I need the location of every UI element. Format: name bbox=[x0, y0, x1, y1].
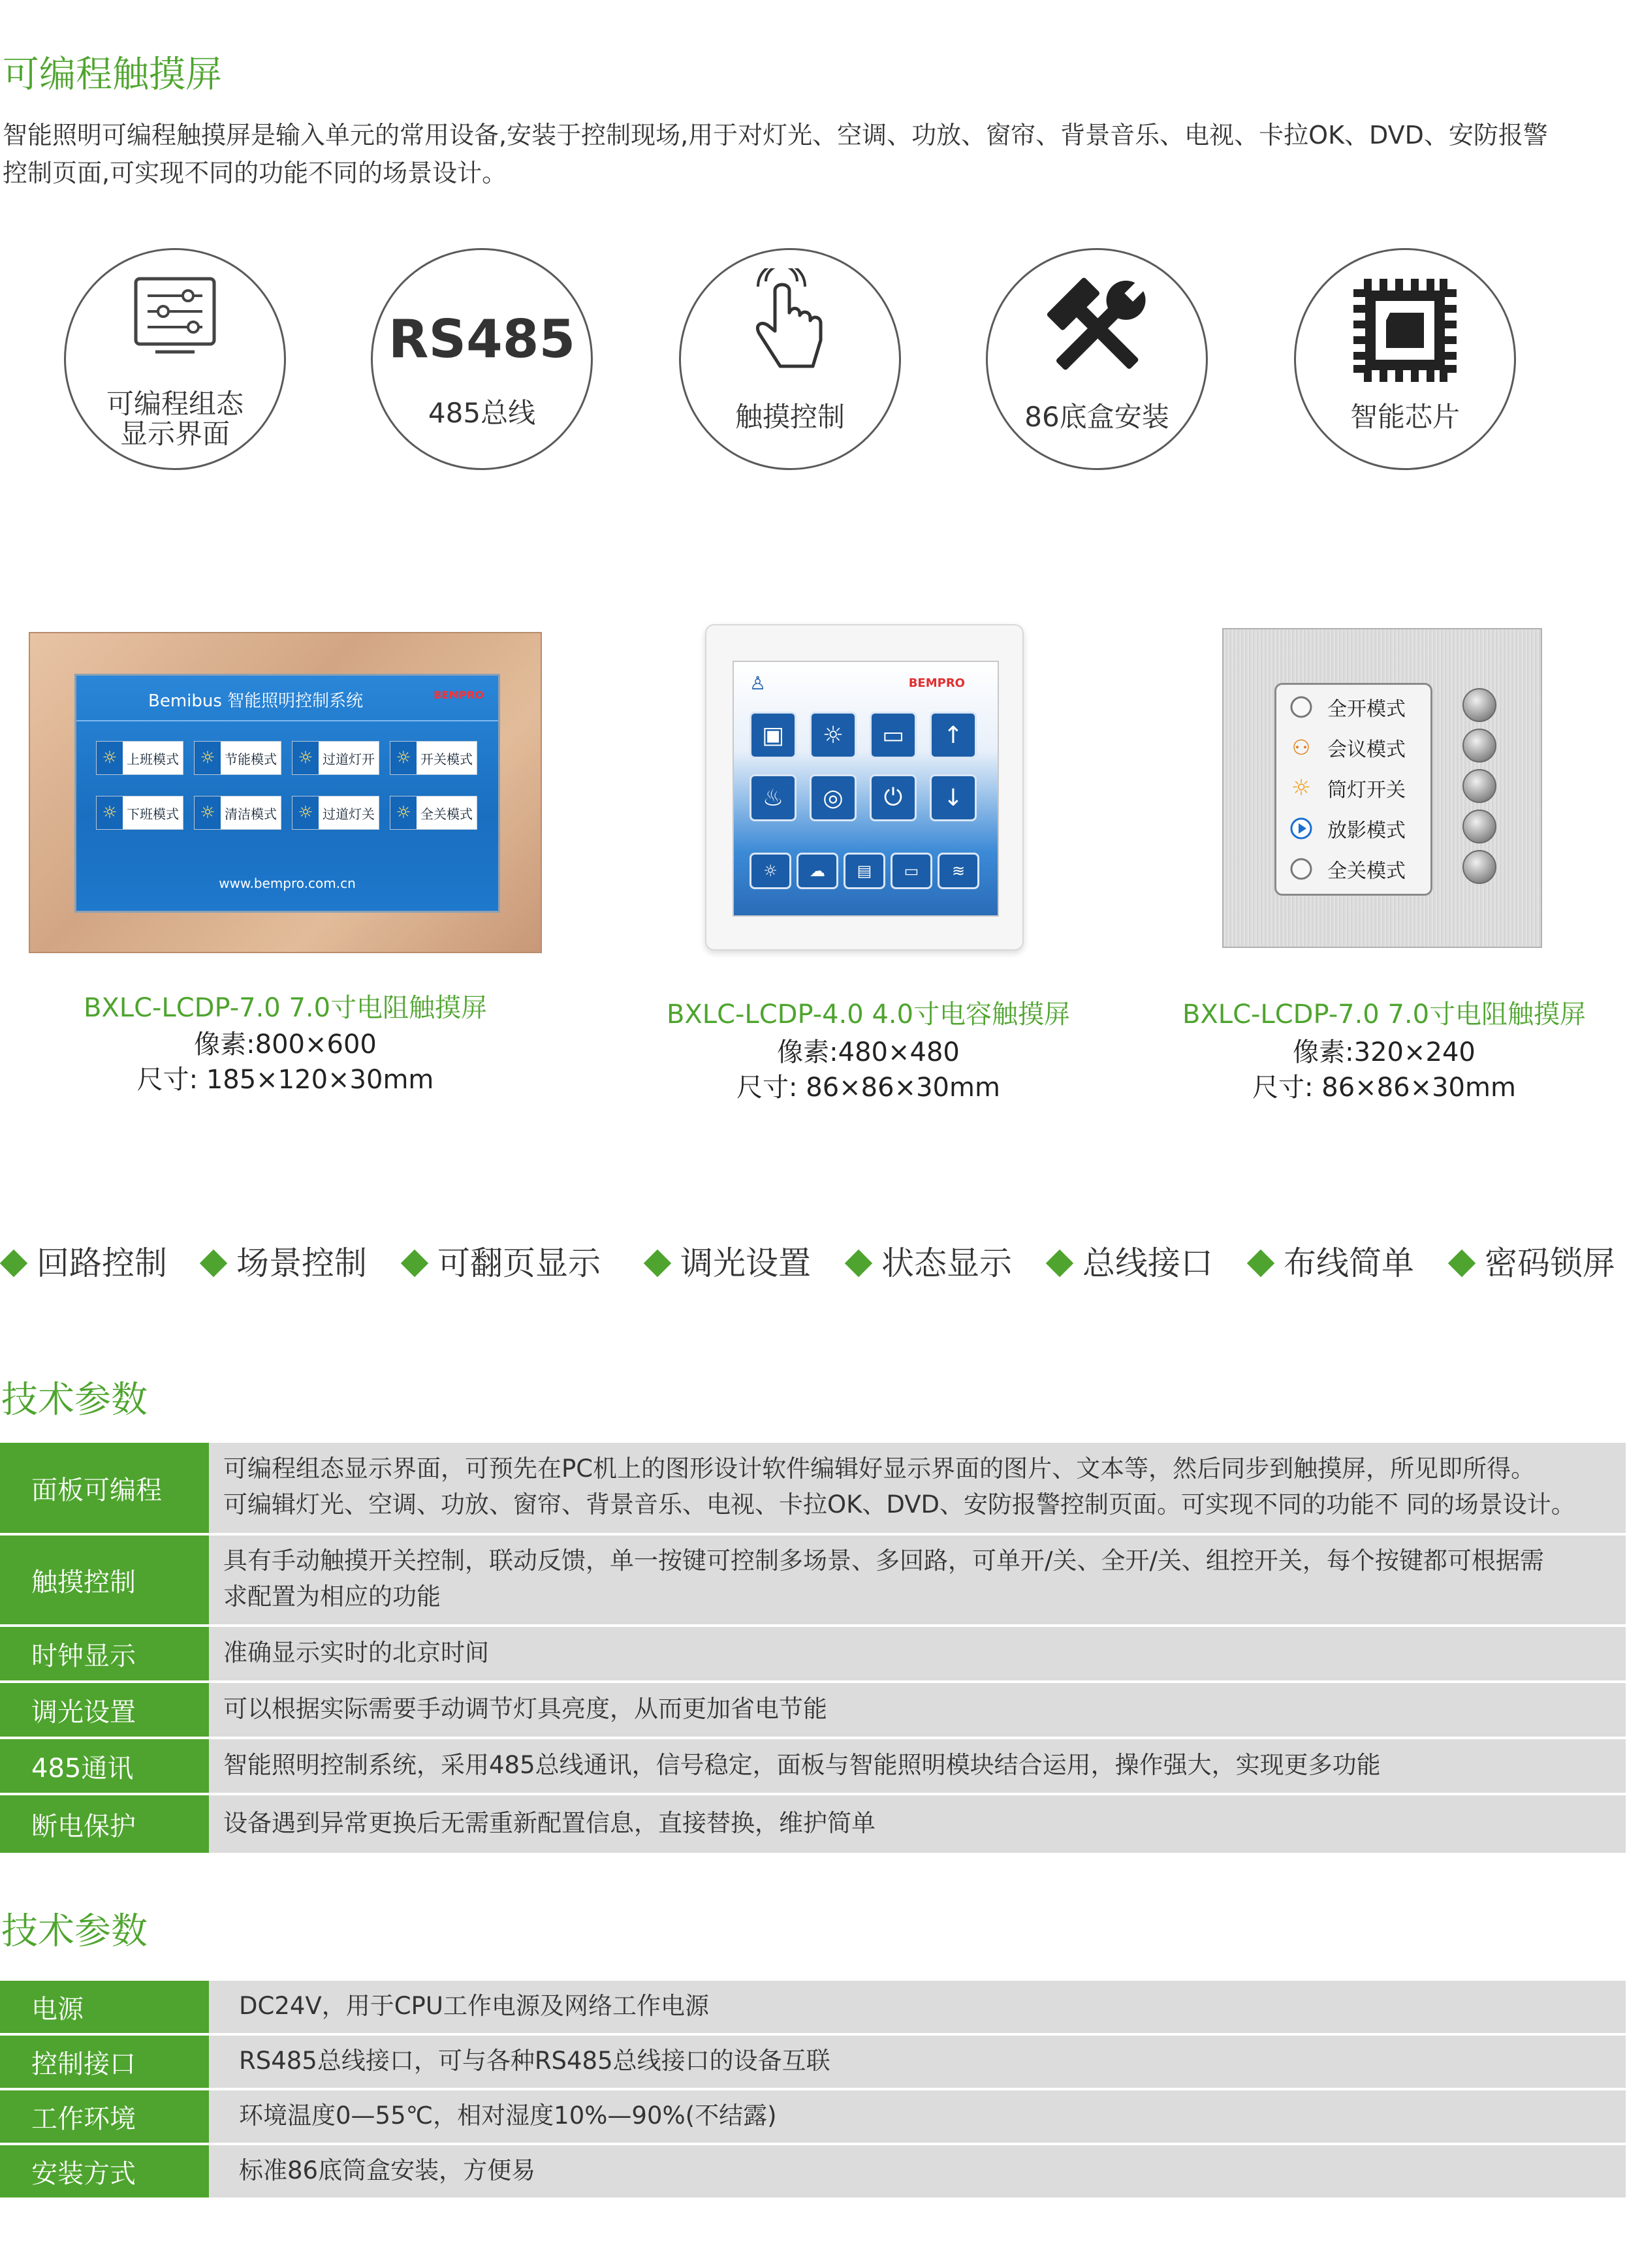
feature-label: 86底盒安装 bbox=[1024, 401, 1169, 433]
feature-chip bbox=[1294, 248, 1516, 470]
tools-icon bbox=[1032, 276, 1162, 383]
sun-icon: ☼ bbox=[292, 796, 319, 829]
keypad-button[interactable] bbox=[1462, 810, 1496, 843]
keypad-button[interactable] bbox=[1462, 850, 1496, 884]
table-row bbox=[0, 2036, 1626, 2090]
bullet-item: 布线简单 bbox=[1251, 1240, 1414, 1286]
keypad-button[interactable] bbox=[1462, 729, 1496, 763]
feature-rs485 bbox=[371, 248, 593, 470]
rs485-logo: RS485 bbox=[388, 309, 576, 370]
scene-button[interactable]: ☼ 下班模式 bbox=[96, 796, 183, 830]
scene-button[interactable]: ☼ 开关模式 bbox=[390, 741, 477, 775]
diamond-icon bbox=[401, 1249, 428, 1276]
table-row bbox=[0, 1683, 1626, 1739]
chip-icon bbox=[1350, 275, 1460, 388]
sun-icon: ☼ bbox=[390, 796, 417, 829]
product-name: BXLC-LCDP-4.0 4.0寸电容触摸屏 bbox=[666, 1000, 1071, 1030]
table-row bbox=[0, 1981, 1626, 2036]
down-arrow-icon[interactable]: ↓ bbox=[930, 774, 977, 821]
table-row bbox=[0, 1795, 1626, 1855]
sun-icon: ☼ bbox=[1291, 775, 1312, 801]
keypad-button[interactable] bbox=[1462, 688, 1496, 722]
screen-title: Bemibus 智能照明控制系统 bbox=[148, 691, 364, 711]
row-key: 调光设置 bbox=[0, 1683, 209, 1737]
diamond-icon bbox=[1046, 1249, 1073, 1276]
meeting-icon: ⚇ bbox=[1291, 735, 1311, 760]
row-value: 环境温度0—55℃，相对湿度10%—90%(不结露) bbox=[239, 2101, 777, 2130]
tech-params-table-2 bbox=[0, 1981, 1626, 2200]
product-4inch-panel bbox=[705, 624, 1024, 951]
row-key: 安装方式 bbox=[0, 2145, 209, 2197]
keypad-button[interactable] bbox=[1462, 769, 1496, 803]
row-value: 可编程组态显示界面，可预先在PC机上的图形设计软件编辑好显示界面的图片、文本等，然后同步到触摸屏，所见即所得。 可编辑灯光、空调、功放、窗帘、背景音乐、电视、卡拉OK、DVD、安防报警控制页面。可实现不同的功能不 同的场景设计。 bbox=[223, 1455, 1575, 1519]
table-row bbox=[0, 1443, 1626, 1536]
feature-bullet-list bbox=[0, 1240, 1642, 1286]
brand-logo: BEMPRO bbox=[908, 676, 965, 690]
intro-line-1: 智能照明可编程触摸屏是输入单元的常用设备,安装于控制现场,用于对灯光、空调、功放、窗帘、背景音乐、电视、卡拉OK、DVD、安防报警 bbox=[3, 121, 1548, 150]
tech-params-title-2: 技术参数 bbox=[1, 1910, 148, 1953]
sun-icon: ☼ bbox=[195, 796, 221, 829]
play-icon bbox=[1288, 815, 1314, 842]
sun-icon: ☼ bbox=[292, 742, 319, 774]
row-key: 工作环境 bbox=[0, 2090, 209, 2143]
table-row bbox=[0, 1536, 1626, 1627]
bullet-item: 调光设置 bbox=[648, 1240, 811, 1286]
keypad-row: 全开模式 bbox=[1276, 687, 1430, 727]
sun-icon: ☼ bbox=[390, 742, 417, 774]
bullet-item: 密码锁屏 bbox=[1452, 1240, 1615, 1286]
intro-line-2: 控制页面,可实现不同的功能不同的场景设计。 bbox=[3, 159, 507, 187]
intro-text bbox=[3, 116, 1635, 192]
tile-button[interactable]: ☼ bbox=[750, 853, 791, 889]
sun-icon: ☼ bbox=[195, 742, 221, 774]
up-arrow-icon[interactable]: ↑ bbox=[930, 712, 977, 759]
product-pixels: 像素:480×480 bbox=[777, 1037, 960, 1067]
diamond-icon bbox=[644, 1249, 671, 1276]
diamond-icon bbox=[0, 1249, 27, 1276]
brand-logo: BEMPRO bbox=[434, 689, 484, 701]
product-keypad-panel bbox=[1222, 628, 1542, 948]
screen-4inch bbox=[733, 661, 999, 917]
bullet-item: 总线接口 bbox=[1050, 1240, 1213, 1286]
product-name: BXLC-LCDP-7.0 7.0寸电阻触摸屏 bbox=[1182, 1000, 1587, 1030]
scene-button[interactable]: ☼ 节能模式 bbox=[194, 741, 281, 775]
scene-button[interactable]: ☼ 全关模式 bbox=[390, 796, 477, 830]
diamond-icon bbox=[845, 1249, 872, 1276]
row-value: 可以根据实际需要手动调节灯具亮度，从而更加省电节能 bbox=[223, 1694, 827, 1723]
scene-button[interactable]: ☼ 上班模式 bbox=[96, 741, 183, 775]
sliders-icon bbox=[123, 275, 227, 369]
tile-button[interactable]: ▭ bbox=[891, 853, 932, 889]
row-key: 时钟显示 bbox=[0, 1627, 209, 1680]
row-key: 电源 bbox=[0, 1981, 209, 2033]
row-value: DC24V，用于CPU工作电源及网络工作电源 bbox=[239, 1991, 709, 2020]
product-pixels: 像素:320×240 bbox=[1293, 1037, 1476, 1067]
tile-button[interactable]: ≋ bbox=[938, 853, 979, 889]
diamond-icon bbox=[200, 1249, 227, 1276]
hand-touch-icon bbox=[734, 268, 845, 388]
bullet-item: 场景控制 bbox=[204, 1240, 367, 1286]
feature-label: 触摸控制 bbox=[734, 401, 845, 433]
feature-install bbox=[986, 248, 1208, 470]
screen-7inch bbox=[74, 674, 500, 913]
tile-button[interactable]: ♨ bbox=[750, 774, 797, 821]
keypad-label-window bbox=[1274, 683, 1432, 896]
feature-label: 智能芯片 bbox=[1350, 401, 1460, 433]
scene-button[interactable]: ☼ 过道灯关 bbox=[292, 796, 379, 830]
table-row bbox=[0, 1739, 1626, 1795]
product-pixels: 像素:800×600 bbox=[194, 1030, 377, 1060]
keypad-row: ☼ 筒灯开关 bbox=[1276, 768, 1430, 808]
table-row bbox=[0, 2145, 1626, 2200]
row-value: 智能照明控制系统，采用485总线通讯，信号稳定，面板与智能照明模块结合运用，操作强大，实现更多功能 bbox=[223, 1750, 1381, 1779]
row-key: 面板可编程 bbox=[0, 1443, 209, 1533]
diamond-icon bbox=[1247, 1249, 1274, 1276]
row-key: 控制接口 bbox=[0, 2036, 209, 2088]
feature-programmable bbox=[64, 248, 286, 470]
tech-params-table bbox=[0, 1443, 1626, 1855]
product-size: 尺寸: 86×86×30mm bbox=[1252, 1073, 1516, 1103]
tile-button[interactable]: ▭ bbox=[870, 712, 917, 759]
screen-url: www.bempro.com.cn bbox=[219, 875, 356, 891]
feature-touch bbox=[679, 248, 901, 470]
keypad-row: 放影模式 bbox=[1276, 809, 1430, 848]
table-row bbox=[0, 2090, 1626, 2145]
row-value: 设备遇到异常更换后无需重新配置信息，直接替换，维护简单 bbox=[223, 1808, 876, 1837]
feature-label: 485总线 bbox=[428, 397, 536, 429]
product-size: 尺寸: 185×120×30mm bbox=[136, 1065, 434, 1095]
tile-button[interactable]: ◎ bbox=[810, 774, 857, 821]
keypad-row: ⚇ 会议模式 bbox=[1276, 728, 1430, 767]
row-key: 触摸控制 bbox=[0, 1536, 209, 1624]
feature-label: 可编程组态 bbox=[106, 388, 244, 420]
circle-icon bbox=[1288, 694, 1314, 720]
row-value: 标准86底筒盒安装，方便易 bbox=[239, 2156, 536, 2184]
tile-button[interactable]: ▤ bbox=[844, 853, 885, 889]
product-7inch-panel bbox=[29, 632, 542, 953]
lamp-icon: ♙ bbox=[750, 672, 766, 694]
feature-label-2: 显示界面 bbox=[119, 418, 230, 450]
row-key: 485通讯 bbox=[0, 1739, 209, 1793]
bullet-item: 可翻页显示 bbox=[405, 1240, 601, 1286]
row-value: RS485总线接口，可与各种RS485总线接口的设备互联 bbox=[239, 2046, 830, 2075]
tile-button[interactable]: ▣ bbox=[750, 712, 797, 759]
row-value: 准确显示实时的北京时间 bbox=[223, 1638, 489, 1667]
tech-params-title: 技术参数 bbox=[1, 1379, 148, 1421]
sun-icon: ☼ bbox=[97, 742, 123, 774]
bullet-item: 状态显示 bbox=[849, 1240, 1012, 1286]
bullet-item: 回路控制 bbox=[4, 1240, 167, 1286]
tile-button[interactable]: ☼ bbox=[810, 712, 857, 759]
power-icon[interactable]: ⏻ bbox=[870, 774, 917, 821]
row-key: 断电保护 bbox=[0, 1795, 209, 1853]
product-size: 尺寸: 86×86×30mm bbox=[736, 1073, 1000, 1103]
product-name: BXLC-LCDP-7.0 7.0寸电阻触摸屏 bbox=[83, 993, 488, 1023]
circle-icon bbox=[1288, 856, 1314, 882]
scene-button[interactable]: ☼ 过道灯开 bbox=[292, 741, 379, 775]
keypad-row: 全关模式 bbox=[1276, 849, 1430, 889]
tile-button[interactable]: ☁ bbox=[797, 853, 838, 889]
sun-icon: ☼ bbox=[97, 796, 123, 829]
section-title: 可编程触摸屏 bbox=[3, 54, 222, 96]
diamond-icon bbox=[1448, 1249, 1476, 1276]
row-value: 具有手动触摸开关控制，联动反馈，单一按键可控制多场景、多回路，可单开/关、全开/关、组控开关，每个按键都可根据需 求配置为相应的功能 bbox=[223, 1547, 1544, 1611]
table-row bbox=[0, 1627, 1626, 1683]
scene-button[interactable]: ☼ 清洁模式 bbox=[194, 796, 281, 830]
